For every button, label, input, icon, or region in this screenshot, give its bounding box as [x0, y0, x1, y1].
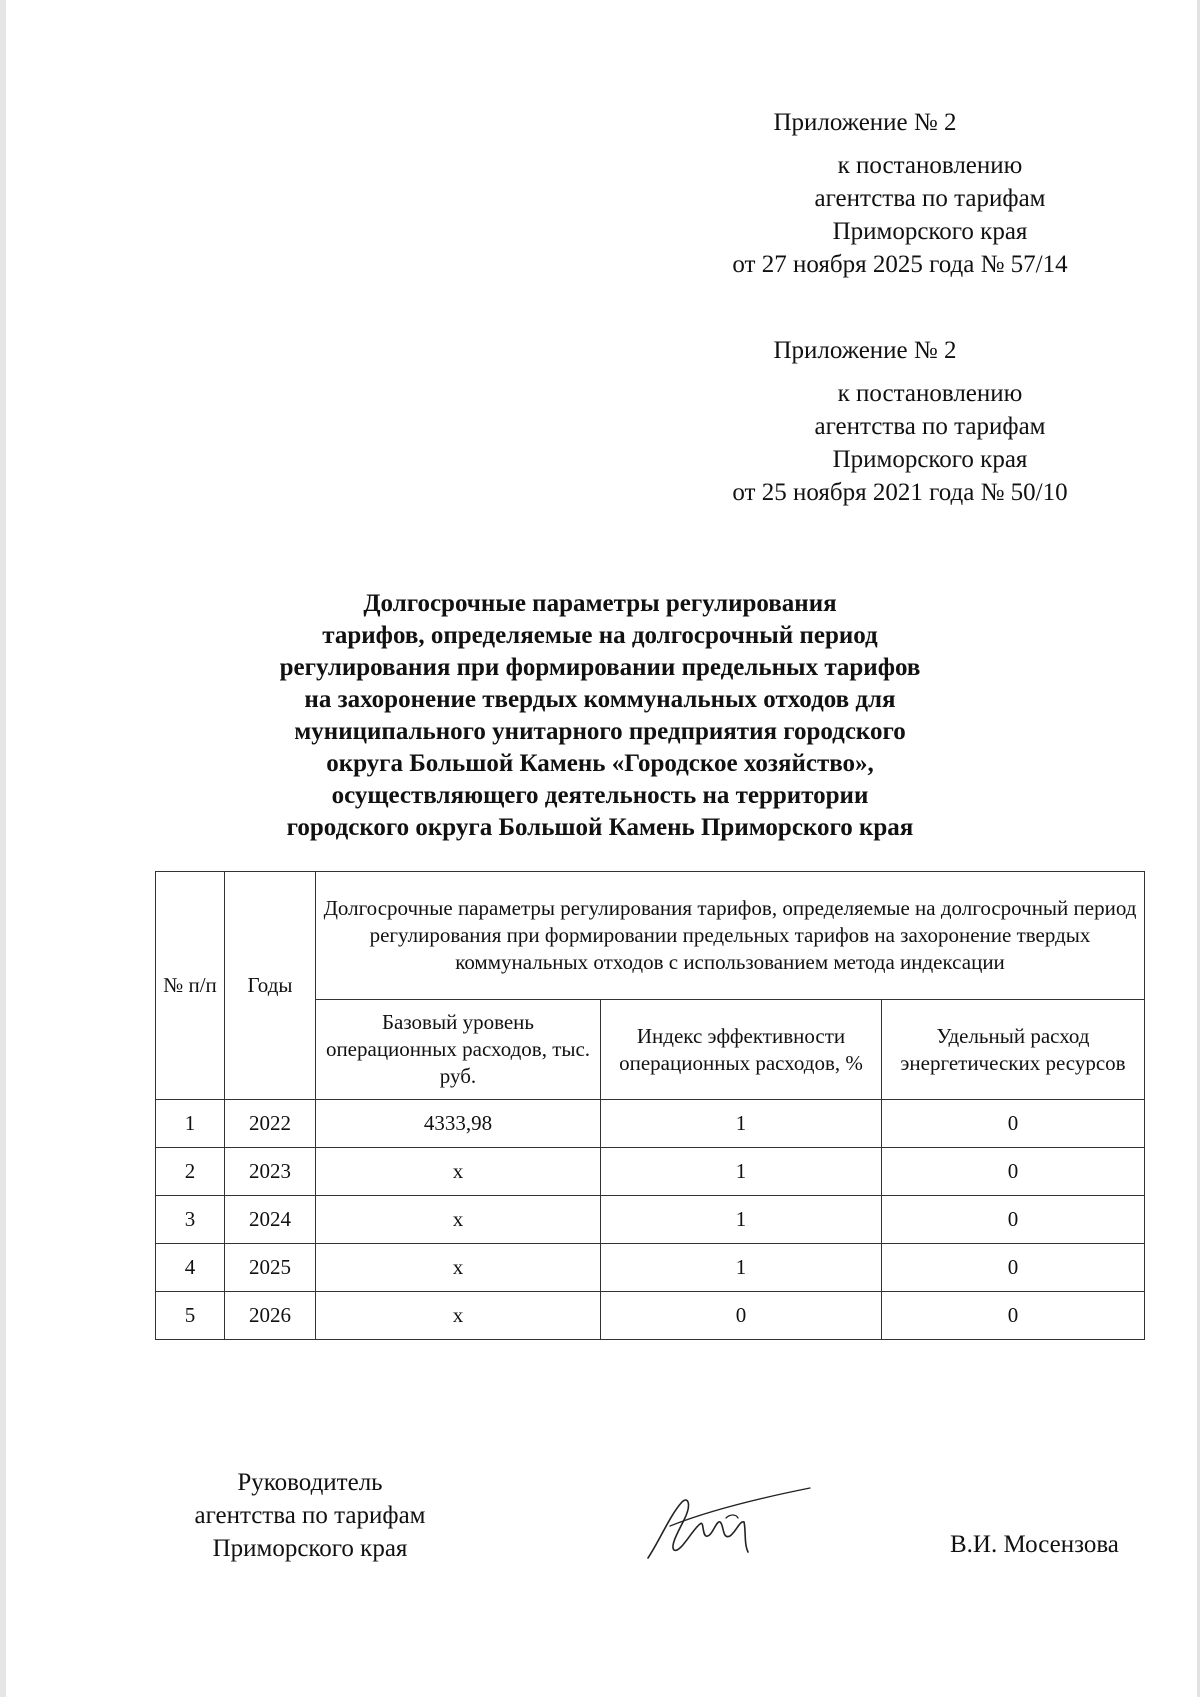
cell-index: 1: [601, 1100, 882, 1148]
cell-base: х: [316, 1244, 601, 1292]
appendix-line: агентства по тарифам: [814, 185, 1046, 212]
appendix-original: [730, 334, 1130, 509]
table-row: [156, 1196, 1145, 1244]
cell-energy: 0: [882, 1100, 1145, 1148]
header-efficiency-index: Индекс эффективности операционных расходов, %: [601, 1000, 882, 1100]
signer-position-line: Приморского края: [212, 1535, 408, 1562]
cell-energy: 0: [882, 1196, 1145, 1244]
cell-number: 2: [156, 1148, 225, 1196]
title-line: городского округа Большой Камень Приморского края: [286, 814, 914, 841]
signer-name: В.И. Мосензова: [950, 1531, 1119, 1558]
table-row: [156, 1244, 1145, 1292]
appendix-line: от 25 ноября 2021 года № 50/10: [732, 479, 1068, 506]
document-title: [230, 588, 970, 844]
cell-number: 5: [156, 1292, 225, 1340]
cell-index: 1: [601, 1244, 882, 1292]
title-line: округа Большой Камень «Городское хозяйство»,: [326, 750, 874, 777]
cell-index: 0: [601, 1292, 882, 1340]
signer-position-line: Руководитель: [237, 1469, 383, 1496]
cell-year: 2025: [225, 1244, 316, 1292]
header-number: № п/п: [156, 872, 225, 1100]
cell-base: х: [316, 1196, 601, 1244]
appendix-line: к постановлению: [837, 152, 1023, 179]
signer-position: [150, 1466, 470, 1565]
cell-index: 1: [601, 1196, 882, 1244]
table-header-row: [156, 872, 1145, 1000]
table-row: [156, 1148, 1145, 1196]
cell-number: 4: [156, 1244, 225, 1292]
table-row: [156, 1100, 1145, 1148]
cell-year: 2023: [225, 1148, 316, 1196]
cell-number: 1: [156, 1100, 225, 1148]
cell-base: х: [316, 1292, 601, 1340]
header-base-level: Базовый уровень операционных расходов, тыс. руб.: [316, 1000, 601, 1100]
signer-position-line: агентства по тарифам: [194, 1502, 426, 1529]
appendix-line: агентства по тарифам: [814, 413, 1046, 440]
header-years: Годы: [225, 872, 316, 1100]
appendix-title: Приложение № 2: [773, 337, 957, 364]
title-line: муниципального унитарного предприятия городского: [294, 718, 906, 745]
appendix-line: к постановлению: [837, 380, 1023, 407]
appendix-line: от 27 ноября 2025 года № 57/14: [732, 251, 1068, 278]
appendix-title: Приложение № 2: [773, 109, 957, 136]
cell-energy: 0: [882, 1292, 1145, 1340]
title-line: регулирования при формировании предельных тарифов: [279, 654, 921, 681]
appendix-current: [730, 106, 1130, 281]
cell-year: 2022: [225, 1100, 316, 1148]
handwritten-signature: [640, 1480, 820, 1570]
parameters-table: [155, 871, 1145, 1340]
header-group: Долгосрочные параметры регулирования тарифов, определяемые на долгосрочный период регулирования при формировании предельных тарифов на захоронение твердых коммунальных отходов с использованием метода индексации: [316, 872, 1145, 1000]
header-energy-consumption: Удельный расход энергетических ресурсов: [882, 1000, 1145, 1100]
cell-base: 4333,98: [316, 1100, 601, 1148]
appendix-line: Приморского края: [832, 218, 1028, 245]
cell-number: 3: [156, 1196, 225, 1244]
cell-index: 1: [601, 1148, 882, 1196]
title-line: Долгосрочные параметры регулирования: [363, 590, 837, 617]
table-row: [156, 1292, 1145, 1340]
title-line: на захоронение твердых коммунальных отходов для: [304, 686, 896, 713]
cell-base: х: [316, 1148, 601, 1196]
cell-year: 2024: [225, 1196, 316, 1244]
cell-energy: 0: [882, 1148, 1145, 1196]
scan-edge-left: [0, 0, 6, 1697]
cell-energy: 0: [882, 1244, 1145, 1292]
title-line: тарифов, определяемые на долгосрочный период: [322, 622, 878, 649]
appendix-line: Приморского края: [832, 446, 1028, 473]
cell-year: 2026: [225, 1292, 316, 1340]
title-line: осуществляющего деятельность на территории: [331, 782, 869, 809]
